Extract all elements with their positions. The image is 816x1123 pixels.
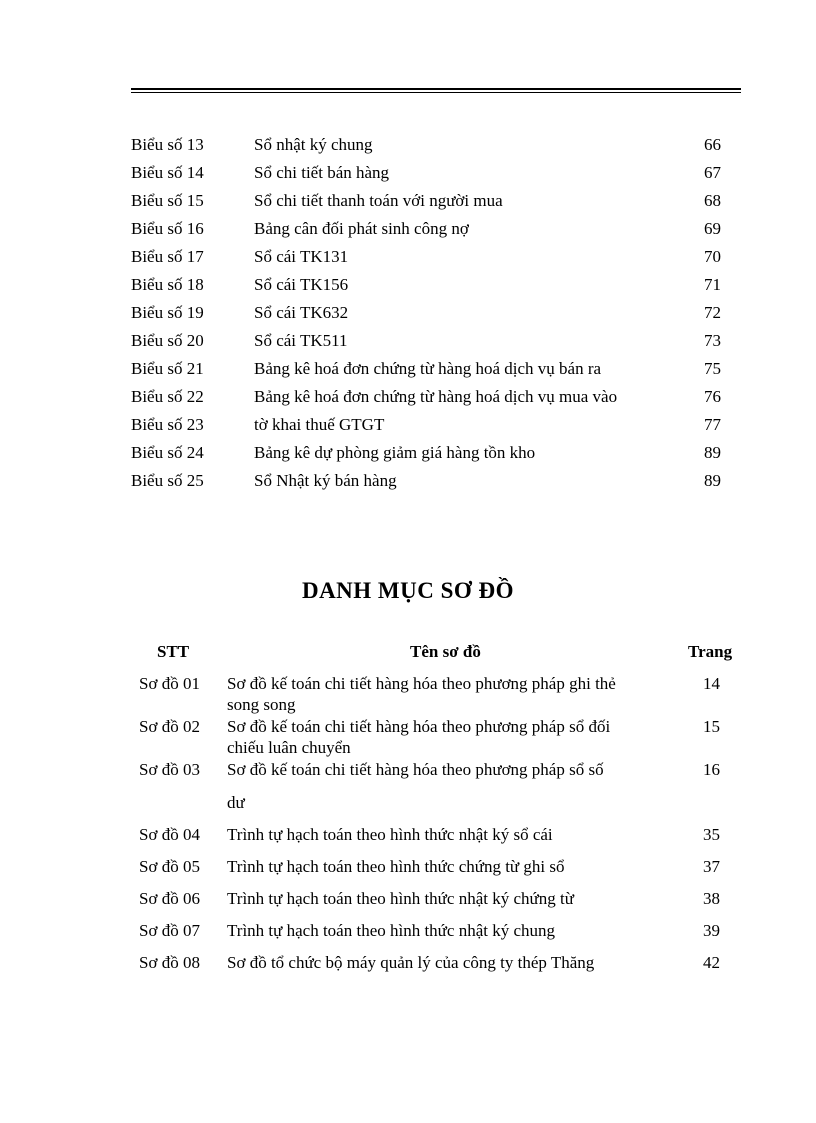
bieu-code: Biểu số 16 <box>131 219 204 238</box>
bieu-page: 89 <box>704 471 721 490</box>
bieu-page: 71 <box>704 275 721 294</box>
list-item <box>131 215 741 243</box>
so-do-name <box>227 716 672 758</box>
table-row <box>131 888 751 920</box>
bieu-code: Biểu số 21 <box>131 359 204 378</box>
list-item <box>131 411 741 439</box>
so-do-code: Sơ đồ 02 <box>139 717 200 736</box>
so-do-name: Trình tự hạch toán theo hình thức nhật ký chứng từ <box>227 889 574 908</box>
so-do-name-line1: Sơ đồ kế toán chi tiết hàng hóa theo phương pháp sổ số <box>227 760 604 779</box>
bieu-page: 66 <box>704 135 721 154</box>
list-item <box>131 243 741 271</box>
list-item <box>131 299 741 327</box>
table-header <box>131 638 751 668</box>
bieu-page: 67 <box>704 163 721 182</box>
bieu-code: Biểu số 13 <box>131 135 204 154</box>
header-page: Trang <box>688 642 733 661</box>
so-do-page: 37 <box>703 857 720 876</box>
so-do-page: 15 <box>703 717 720 736</box>
header-rule-bottom <box>131 92 741 93</box>
so-do-name <box>227 759 672 813</box>
so-do-name-line2: song song <box>227 695 296 714</box>
bieu-page: 89 <box>704 443 721 462</box>
so-do-page: 38 <box>703 889 720 908</box>
bieu-list <box>131 131 741 495</box>
table-row <box>131 673 751 716</box>
bieu-code: Biểu số 15 <box>131 191 204 210</box>
bieu-name: Sổ cái TK131 <box>254 247 349 266</box>
so-do-name: Trình tự hạch toán theo hình thức nhật ký sổ cái <box>227 825 553 844</box>
section-title: DANH MỤC SƠ ĐỒ <box>301 578 515 603</box>
so-do-name: Trình tự hạch toán theo hình thức chứng từ ghi sổ <box>227 857 565 876</box>
bieu-name: Sổ cái TK511 <box>254 331 348 350</box>
so-do-code: Sơ đồ 05 <box>139 857 200 876</box>
so-do-page: 14 <box>703 674 720 693</box>
so-do-code: Sơ đồ 06 <box>139 889 200 908</box>
bieu-name: tờ khai thuế GTGT <box>254 415 385 434</box>
bieu-page: 69 <box>704 219 721 238</box>
bieu-page: 77 <box>704 415 721 434</box>
bieu-name: Sổ chi tiết bán hàng <box>254 163 390 182</box>
list-item <box>131 355 741 383</box>
list-item <box>131 187 741 215</box>
bieu-code: Biểu số 20 <box>131 331 204 350</box>
so-do-page: 39 <box>703 921 720 940</box>
so-do-name: Trình tự hạch toán theo hình thức nhật ký chung <box>227 921 556 940</box>
table-row <box>131 856 751 888</box>
bieu-name: Bảng cân đối phát sinh công nợ <box>254 219 469 238</box>
so-do-name: Sơ đồ tổ chức bộ máy quản lý của công ty thép Thăng <box>227 953 595 972</box>
list-item <box>131 383 741 411</box>
list-item <box>131 327 741 355</box>
so-do-name-line2: dư <box>227 793 245 812</box>
so-do-name <box>227 673 672 715</box>
so-do-page: 35 <box>703 825 720 844</box>
table-row <box>131 824 751 856</box>
list-item <box>131 439 741 467</box>
table-row <box>131 952 751 984</box>
bieu-name: Sổ nhật ký chung <box>254 135 373 154</box>
bieu-name: Bảng kê hoá đơn chứng từ hàng hoá dịch vụ mua vào <box>254 387 618 406</box>
bieu-name: Sổ Nhật ký bán hàng <box>254 471 397 490</box>
so-do-name-line1: Sơ đồ kế toán chi tiết hàng hóa theo phương pháp ghi thẻ <box>227 674 616 693</box>
bieu-code: Biểu số 24 <box>131 443 204 462</box>
header-stt: STT <box>157 642 190 661</box>
so-do-code: Sơ đồ 03 <box>139 760 200 779</box>
table-row <box>131 920 751 952</box>
bieu-name: Sổ cái TK156 <box>254 275 349 294</box>
so-do-table <box>131 638 751 984</box>
header-rule-top <box>131 88 741 90</box>
header-name: Tên sơ đồ <box>410 642 481 661</box>
list-item <box>131 159 741 187</box>
so-do-page: 16 <box>703 760 720 779</box>
bieu-name: Bảng kê hoá đơn chứng từ hàng hoá dịch vụ bán ra <box>254 359 602 378</box>
so-do-name-line2: chiếu luân chuyển <box>227 738 351 757</box>
bieu-code: Biểu số 22 <box>131 387 204 406</box>
bieu-code: Biểu số 17 <box>131 247 204 266</box>
list-item <box>131 467 741 495</box>
bieu-page: 73 <box>704 331 721 350</box>
list-item <box>131 271 741 299</box>
bieu-page: 72 <box>704 303 721 322</box>
so-do-code: Sơ đồ 08 <box>139 953 200 972</box>
bieu-code: Biểu số 14 <box>131 163 204 182</box>
bieu-code: Biểu số 19 <box>131 303 204 322</box>
bieu-code: Biểu số 25 <box>131 471 204 490</box>
bieu-code: Biểu số 18 <box>131 275 204 294</box>
so-do-name-line1: Sơ đồ kế toán chi tiết hàng hóa theo phương pháp sổ đối <box>227 717 611 736</box>
bieu-name: Sổ cái TK632 <box>254 303 349 322</box>
bieu-code: Biểu số 23 <box>131 415 204 434</box>
bieu-name: Sổ chi tiết thanh toán với người mua <box>254 191 503 210</box>
bieu-page: 70 <box>704 247 721 266</box>
so-do-code: Sơ đồ 07 <box>139 921 200 940</box>
table-row <box>131 759 751 824</box>
so-do-page: 42 <box>703 953 720 972</box>
table-row <box>131 716 751 759</box>
so-do-code: Sơ đồ 04 <box>139 825 200 844</box>
list-item <box>131 131 741 159</box>
bieu-name: Bảng kê dự phòng giảm giá hàng tồn kho <box>254 443 536 462</box>
bieu-page: 75 <box>704 359 721 378</box>
bieu-page: 68 <box>704 191 721 210</box>
so-do-code: Sơ đồ 01 <box>139 674 200 693</box>
bieu-page: 76 <box>704 387 721 406</box>
